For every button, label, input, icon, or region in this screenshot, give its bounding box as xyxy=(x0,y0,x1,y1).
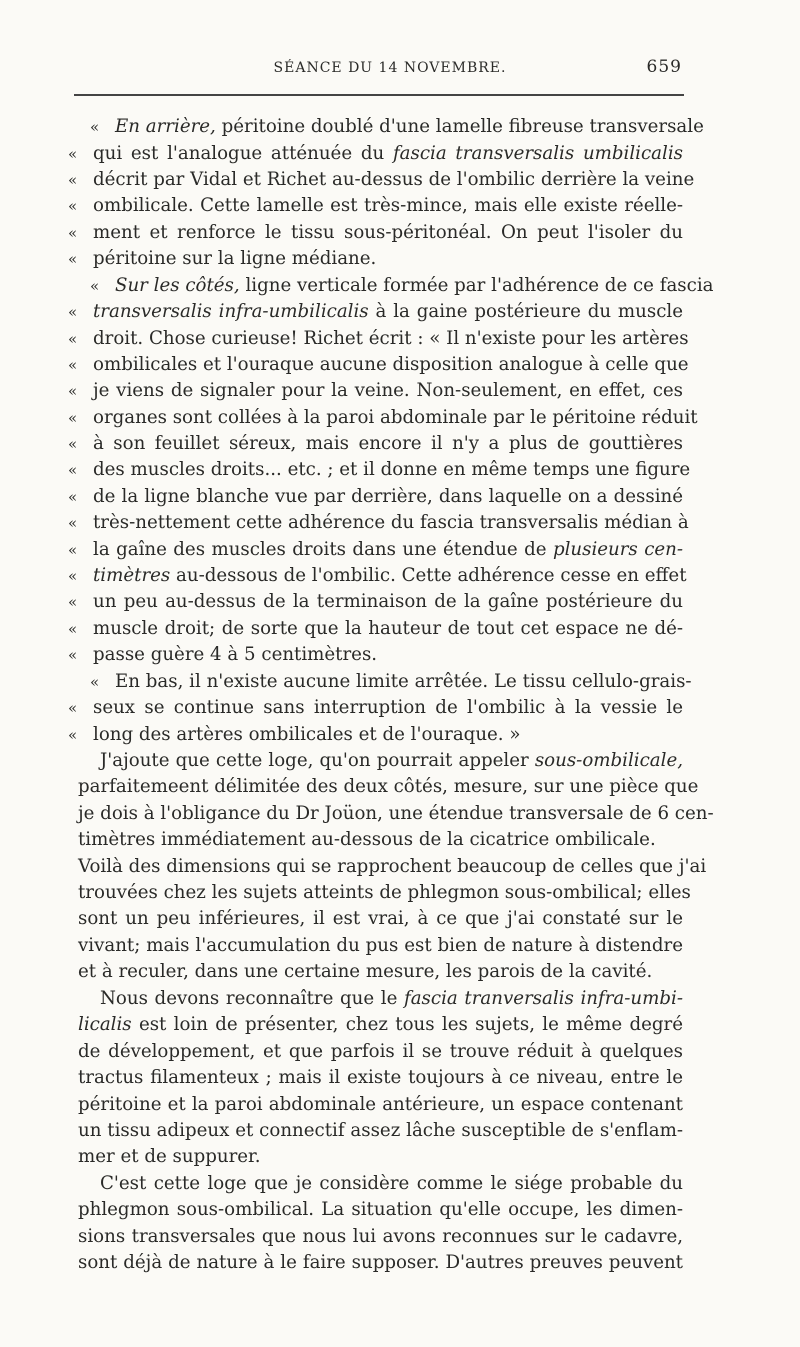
line-roman: ment et renforce le tissu sous-péritonéal. On peut l'isoler du xyxy=(93,222,683,243)
quote-mark: « xyxy=(68,567,78,585)
line-roman: ombilicale. Cette lamelle est très-mince, mais elle existe réelle- xyxy=(93,195,683,216)
text-line xyxy=(0,351,800,379)
line-roman: sions transversales que nous lui avons reconnues sur le cadavre, xyxy=(78,1226,683,1247)
line-text xyxy=(78,932,683,960)
line-text xyxy=(115,272,714,300)
text-line xyxy=(0,641,800,669)
line-text xyxy=(78,905,683,933)
text-line xyxy=(0,694,800,722)
text-line xyxy=(0,272,800,300)
line-text xyxy=(93,721,683,749)
line-text xyxy=(115,668,692,696)
line-roman: mer et de suppurer. xyxy=(78,1146,261,1167)
text-line xyxy=(0,562,800,590)
text-line xyxy=(0,430,800,458)
text-line xyxy=(0,1249,800,1277)
line-italic: plusieurs cen- xyxy=(552,539,683,560)
line-roman: péritoine sur la ligne médiane. xyxy=(93,248,377,269)
text-line xyxy=(0,1091,800,1119)
quote-mark: « xyxy=(68,303,78,321)
line-roman: à son feuillet séreux, mais encore il n'y a plus de gouttières xyxy=(93,433,683,454)
line-text xyxy=(93,456,691,484)
line-text xyxy=(93,404,698,432)
line-italic: licalis xyxy=(78,1014,132,1035)
text-line xyxy=(0,800,800,828)
text-line xyxy=(0,536,800,564)
line-roman: Nous devons reconnaître que le xyxy=(100,988,404,1009)
line-roman: vivant; mais l'accumulation du pus est bien de nature à distendre xyxy=(78,935,683,956)
quote-mark: « xyxy=(68,541,78,559)
line-roman: trouvées chez les sujets atteints de phlegmon sous-ombilical; elles xyxy=(78,882,691,903)
line-italic: Sur les côtés, xyxy=(115,275,240,296)
quote-mark: « xyxy=(68,593,78,611)
text-line xyxy=(0,1038,800,1066)
line-roman: long des artères ombilicales et de l'ouraque. » xyxy=(93,724,521,745)
quote-mark: « xyxy=(90,673,100,691)
text-line xyxy=(0,1223,800,1251)
quote-mark: « xyxy=(68,224,78,242)
line-text xyxy=(93,509,689,537)
line-text xyxy=(93,694,683,722)
text-line xyxy=(0,245,800,273)
line-italic: transversalis infra-umbilicalis xyxy=(93,301,369,322)
text-line xyxy=(0,509,800,537)
quote-mark: « xyxy=(68,409,78,427)
line-roman: de la ligne blanche vue par derrière, dans laquelle on a dessiné xyxy=(93,486,683,507)
line-roman: de développement, et que parfois il se trouve réduit à quelques xyxy=(78,1041,683,1062)
line-roman: J'ajoute que cette loge, qu'on pourrait appeler xyxy=(100,750,535,771)
line-text xyxy=(78,1091,683,1119)
line-italic: En arrière, xyxy=(115,116,216,137)
line-roman-tail: est loin de présenter, chez tous les sujets, le même degré xyxy=(131,1014,683,1035)
line-roman: muscle droit; de sorte que la hauteur de tout cet espace ne dé- xyxy=(93,618,683,639)
line-italic: fascia transversalis umbilicalis xyxy=(392,143,683,164)
text-line xyxy=(0,721,800,749)
line-text xyxy=(78,1064,683,1092)
line-roman: et à reculer, dans une certaine mesure, les parois de la cavité. xyxy=(78,961,653,982)
line-text xyxy=(78,800,714,828)
quote-mark: « xyxy=(90,277,100,295)
line-roman: péritoine et la paroi abdominale antérieure, un espace contenant xyxy=(78,1094,683,1115)
line-text xyxy=(93,483,683,511)
line-text xyxy=(93,325,689,353)
line-roman: tractus filamenteux ; mais il existe toujours à ce niveau, entre le xyxy=(78,1067,683,1088)
text-line xyxy=(0,985,800,1013)
text-line xyxy=(0,1196,800,1224)
line-roman: je dois à l'obligance du Dr Joüon, une étendue transversale de 6 cen- xyxy=(78,803,714,824)
line-roman: sont un peu inférieures, il est vrai, à ce que j'ai constaté sur le xyxy=(78,908,683,929)
line-text xyxy=(93,351,689,379)
text-line xyxy=(0,298,800,326)
text-line xyxy=(0,932,800,960)
line-roman: sont déjà de nature à le faire supposer. D'autres preuves peuvent xyxy=(78,1252,683,1273)
line-text xyxy=(100,1170,683,1198)
line-roman: phlegmon sous-ombilical. La situation qu'elle occupe, les dimen- xyxy=(78,1199,683,1220)
line-text xyxy=(93,166,695,194)
line-text xyxy=(78,1196,683,1224)
line-roman: organes sont collées à la paroi abdominale par le péritoine réduit xyxy=(93,407,698,428)
text-line xyxy=(0,113,800,141)
line-roman: parfaitemeent délimitée des deux côtés, mesure, sur une pièce que xyxy=(78,776,699,797)
quote-mark: « xyxy=(68,488,78,506)
text-line xyxy=(0,1143,800,1171)
line-text xyxy=(78,1011,683,1039)
line-roman: des muscles droits... etc. ; et il donne en même temps une figure xyxy=(93,459,691,480)
text-line xyxy=(0,615,800,643)
line-text xyxy=(93,245,683,273)
text-line xyxy=(0,219,800,247)
line-text xyxy=(93,140,683,168)
line-roman: Voilà des dimensions qui se rapprochent beaucoup de celles que j'ai xyxy=(78,856,707,877)
text-line xyxy=(0,325,800,353)
text-line xyxy=(0,192,800,220)
line-text xyxy=(78,1038,683,1066)
line-text xyxy=(93,430,683,458)
quote-mark: « xyxy=(68,250,78,268)
quote-mark: « xyxy=(68,382,78,400)
quote-mark: « xyxy=(68,514,78,532)
line-text xyxy=(78,853,707,881)
line-roman: un tissu adipeux et connectif assez lâche susceptible de s'enflam- xyxy=(78,1120,683,1141)
quote-mark: « xyxy=(68,435,78,453)
line-text xyxy=(100,985,683,1013)
text-line xyxy=(0,905,800,933)
quote-mark: « xyxy=(68,620,78,638)
line-roman: C'est cette loge que je considère comme le siége probable du xyxy=(100,1173,683,1194)
quote-mark: « xyxy=(68,726,78,744)
line-text xyxy=(93,615,683,643)
line-text xyxy=(93,536,683,564)
line-text xyxy=(93,377,683,405)
line-text xyxy=(93,588,683,616)
text-line xyxy=(0,853,800,881)
line-text xyxy=(93,562,687,590)
line-text xyxy=(93,641,683,669)
quote-mark: « xyxy=(68,197,78,215)
text-line xyxy=(0,1011,800,1039)
line-roman: un peu au-dessus de la terminaison de la gaîne postérieure du xyxy=(93,591,683,612)
text-line xyxy=(0,668,800,696)
line-text xyxy=(78,1117,683,1145)
line-roman: En bas, il n'existe aucune limite arrêtée. Le tissu cellulo-grais- xyxy=(115,671,692,692)
line-roman: décrit par Vidal et Richet au-dessus de l'ombilic derrière la veine xyxy=(93,169,695,190)
quote-mark: « xyxy=(68,461,78,479)
quote-mark: « xyxy=(68,171,78,189)
line-roman: passe guère 4 à 5 centimètres. xyxy=(93,644,378,665)
text-line xyxy=(0,404,800,432)
quote-mark: « xyxy=(90,118,100,136)
running-header: SÉANCE DU 14 NOVEMBRE. xyxy=(273,60,507,76)
text-line xyxy=(0,1170,800,1198)
line-roman: seux se continue sans interruption de l'ombilic à la vessie le xyxy=(93,697,683,718)
line-text xyxy=(78,1223,683,1251)
line-roman: ombilicales et l'ouraque aucune disposition analogue à celle que xyxy=(93,354,689,375)
text-line xyxy=(0,826,800,854)
text-line xyxy=(0,879,800,907)
text-line xyxy=(0,588,800,616)
line-roman: la gaîne des muscles droits dans une étendue de xyxy=(93,539,553,560)
line-italic: sous-ombilicale, xyxy=(534,750,683,771)
line-italic: fascia tranversalis infra-umbi- xyxy=(403,988,683,1009)
text-line xyxy=(0,377,800,405)
text-line xyxy=(0,140,800,168)
line-text xyxy=(100,747,683,775)
quote-mark: « xyxy=(68,646,78,664)
header-rule xyxy=(74,94,684,96)
line-roman-tail: à la gaine postérieure du muscle xyxy=(368,301,683,322)
text-line xyxy=(0,456,800,484)
line-text xyxy=(78,958,683,986)
line-roman: timètres immédiatement au-dessous de la cicatrice ombilicale. xyxy=(78,829,656,850)
text-line xyxy=(0,1064,800,1092)
quote-mark: « xyxy=(68,330,78,348)
text-line xyxy=(0,958,800,986)
text-line xyxy=(0,483,800,511)
line-roman: qui est l'analogue atténuée du xyxy=(93,143,393,164)
quote-mark: « xyxy=(68,699,78,717)
text-line xyxy=(0,747,800,775)
line-text xyxy=(78,1143,683,1171)
line-text xyxy=(93,192,683,220)
line-text xyxy=(78,879,691,907)
line-text xyxy=(78,1249,683,1277)
line-roman: je viens de signaler pour la veine. Non-seulement, en effet, ces xyxy=(93,380,683,401)
quote-mark: « xyxy=(68,356,78,374)
line-roman: droit. Chose curieuse! Richet écrit : « Il n'existe pour les artères xyxy=(93,328,689,349)
line-roman: très-nettement cette adhérence du fascia transversalis médian à xyxy=(93,512,689,533)
line-italic: timètres xyxy=(93,565,171,586)
text-line xyxy=(0,166,800,194)
line-text xyxy=(78,826,683,854)
line-roman-tail: péritoine doublé d'une lamelle fibreuse transversale xyxy=(215,116,704,137)
text-line xyxy=(0,773,800,801)
line-roman-tail: au-dessous de l'ombilic. Cette adhérence cesse en effet xyxy=(170,565,687,586)
line-roman-tail: ligne verticale formée par l'adhérence de ce fascia xyxy=(239,275,714,296)
line-text xyxy=(115,113,704,141)
line-text xyxy=(93,298,683,326)
quote-mark: « xyxy=(68,145,78,163)
line-text xyxy=(93,219,683,247)
line-text xyxy=(78,773,699,801)
text-line xyxy=(0,1117,800,1145)
page-number: 659 xyxy=(646,57,682,77)
